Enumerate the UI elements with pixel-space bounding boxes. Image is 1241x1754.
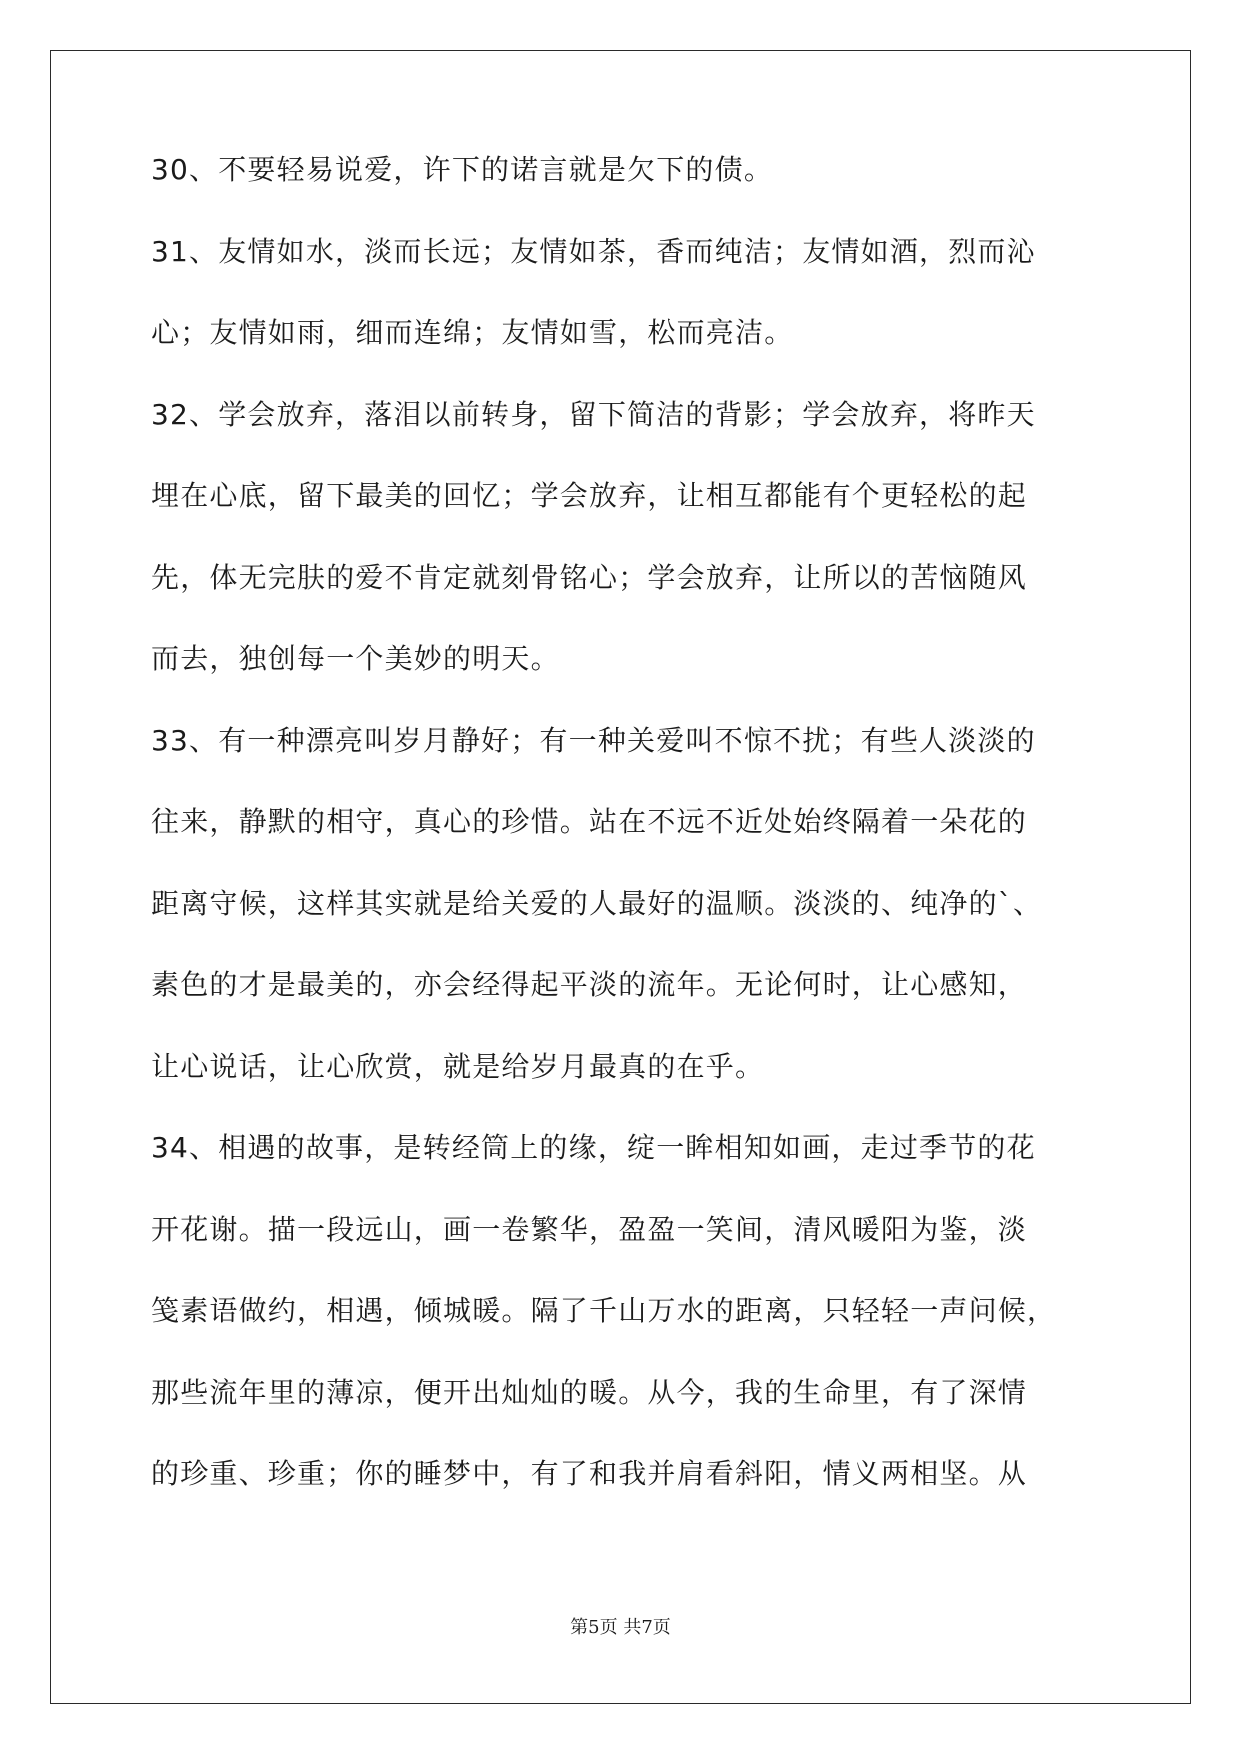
text-line: 31、友情如水，淡而长远；友情如茶，香而纯洁；友情如酒，烈而沁 bbox=[151, 234, 1036, 268]
page-number-footer: 第5页 共7页 bbox=[570, 1617, 671, 1638]
text-line: 30、不要轻易说爱，许下的诺言就是欠下的债。 bbox=[151, 153, 774, 186]
text-line: 埋在心底，留下最美的回忆；学会放弃，让相互都能有个更轻松的起 bbox=[151, 479, 1028, 512]
text-line: 让心说话，让心欣赏，就是给岁月最真的在乎。 bbox=[151, 1049, 765, 1083]
text-line: 而去，独创每一个美妙的明天。 bbox=[151, 642, 560, 675]
document-body bbox=[151, 153, 1091, 1546]
text-line: 先，体无完肤的爱不肯定就刻骨铭心；学会放弃，让所以的苦恼随风 bbox=[151, 560, 1028, 594]
text-line: 开花谢。描一段远山，画一卷繁华，盈盈一笑间，清风暖阳为鉴，淡 bbox=[151, 1212, 1028, 1246]
text-line: 素色的才是最美的，亦会经得起平淡的流年。无论何时，让心感知， bbox=[151, 968, 1028, 1001]
text-line: 距离守候，这样其实就是给关爱的人最好的温顺。淡淡的、纯净的`、 bbox=[151, 886, 1043, 920]
text-line: 往来，静默的相守，真心的珍惜。站在不远不近处始终隔着一朵花的 bbox=[151, 805, 1028, 838]
text-line: 那些流年里的薄凉，便开出灿灿的暖。从今，我的生命里，有了深情 bbox=[151, 1375, 1028, 1409]
text-line: 32、学会放弃，落泪以前转身，留下简洁的背影；学会放弃，将昨天 bbox=[151, 397, 1036, 431]
text-line: 34、相遇的故事，是转经筒上的缘，绽一眸相知如画，走过季节的花 bbox=[151, 1131, 1036, 1164]
text-line: 33、有一种漂亮叫岁月静好；有一种关爱叫不惊不扰；有些人淡淡的 bbox=[151, 723, 1036, 757]
text-line: 的珍重、珍重；你的睡梦中，有了和我并肩看斜阳，情义两相坚。从 bbox=[151, 1457, 1028, 1490]
text-line: 笺素语做约，相遇，倾城暖。隔了千山万水的距离，只轻轻一声问候， bbox=[151, 1294, 1057, 1327]
text-line: 心；友情如雨，细而连绵；友情如雪，松而亮洁。 bbox=[151, 316, 794, 349]
